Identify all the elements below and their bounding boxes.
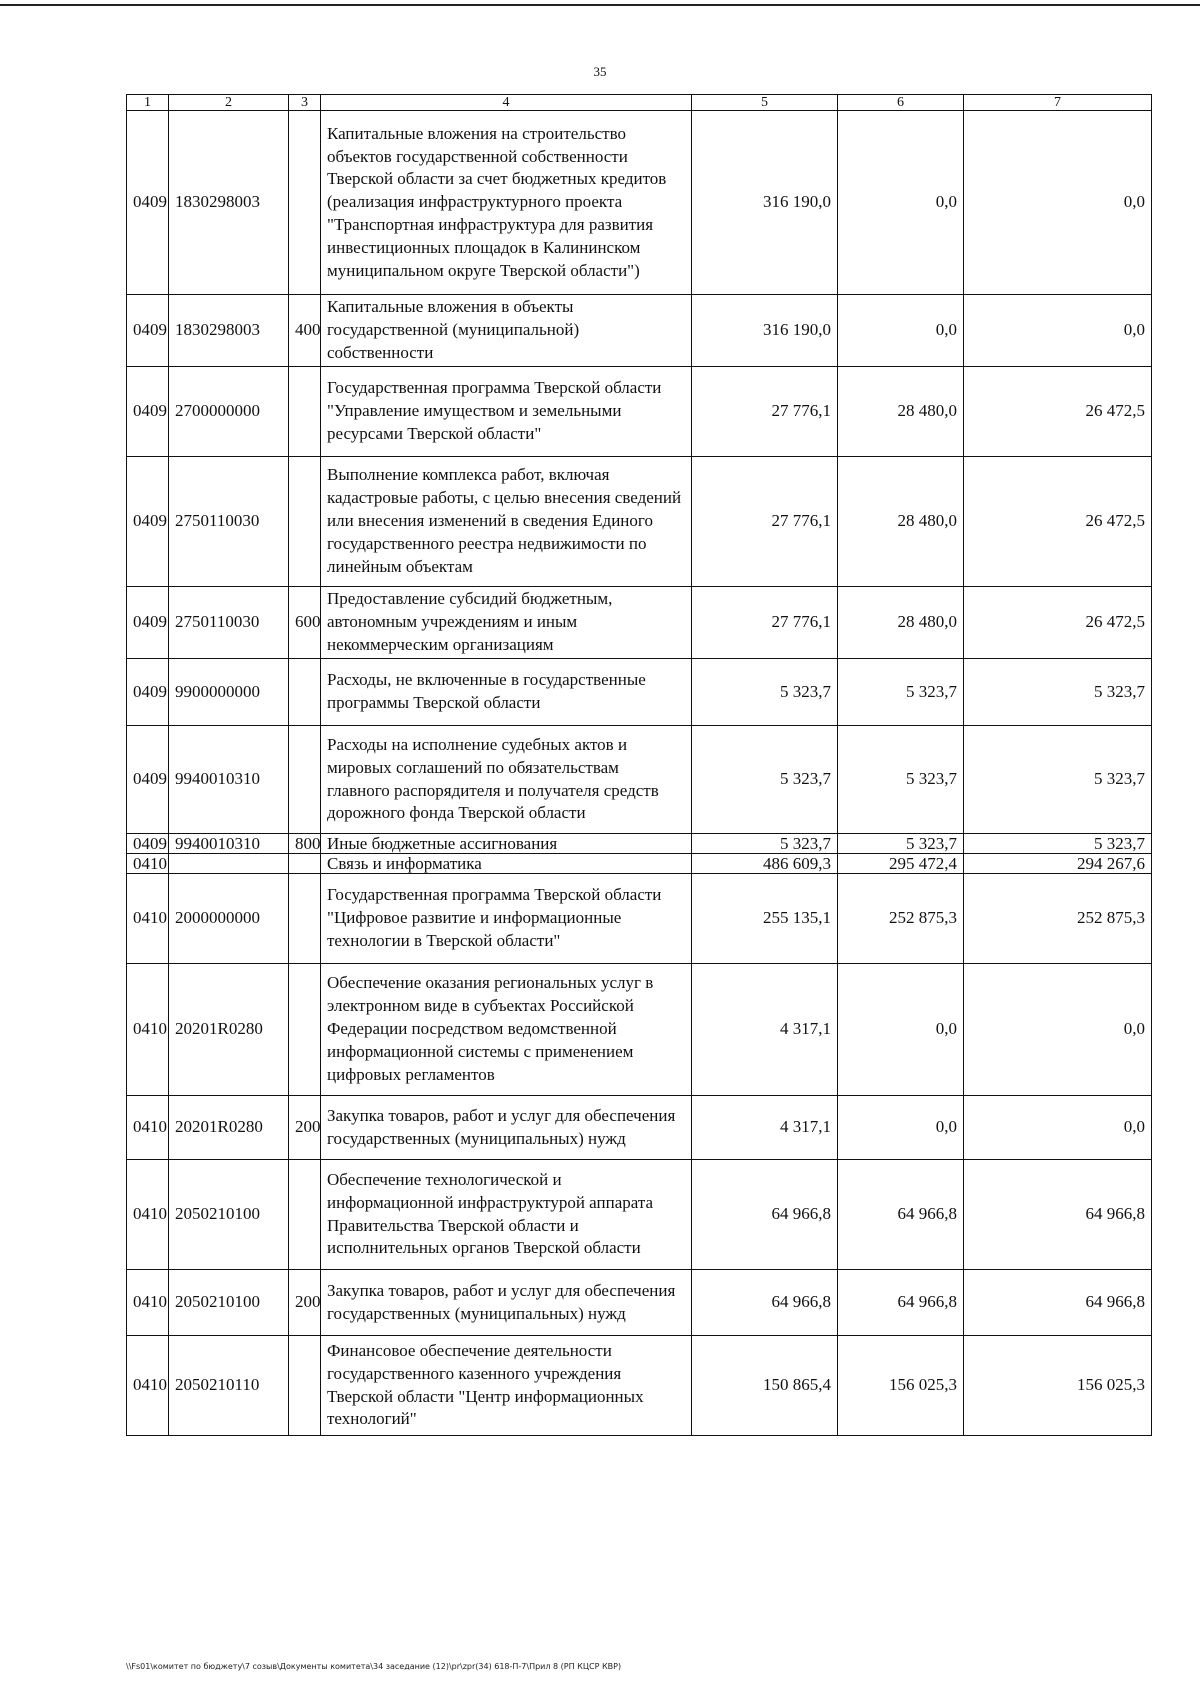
- amount-col5-cell: 64 966,8: [692, 1270, 838, 1336]
- description-cell: Государственная программа Тверской области "Управление имуществом и земельными ресурсами Тверской области": [321, 367, 692, 457]
- section-code-cell: 0410: [127, 1270, 169, 1336]
- table-row: [127, 295, 1152, 367]
- expense-type-cell: 400: [289, 295, 321, 367]
- expense-type-cell: [289, 1160, 321, 1270]
- target-article-code-cell: 9940010310: [169, 834, 289, 854]
- section-code-cell: 0410: [127, 1160, 169, 1270]
- target-article-code-cell: 20201R0280: [169, 964, 289, 1096]
- header-cell: 3: [289, 95, 321, 111]
- section-code-cell: 0410: [127, 1096, 169, 1160]
- amount-col7-cell: 0,0: [964, 111, 1152, 295]
- target-article-code-cell: 1830298003: [169, 295, 289, 367]
- description-cell: Расходы на исполнение судебных актов и мировых соглашений по обязательствам главного распорядителя и получателя средств дорожного фонда Тверской области: [321, 726, 692, 834]
- amount-col7-cell: 26 472,5: [964, 367, 1152, 457]
- table-row: [127, 659, 1152, 726]
- amount-col6-cell: 5 323,7: [838, 726, 964, 834]
- amount-col6-cell: 0,0: [838, 1096, 964, 1160]
- section-code-cell: 0409: [127, 367, 169, 457]
- amount-col5-cell: 255 135,1: [692, 874, 838, 964]
- amount-col7-cell: 0,0: [964, 964, 1152, 1096]
- amount-col7-cell: 26 472,5: [964, 457, 1152, 587]
- description-cell: Финансовое обеспечение деятельности государственного казенного учреждения Тверской области "Центр информационных технологий": [321, 1336, 692, 1436]
- amount-col6-cell: 28 480,0: [838, 587, 964, 659]
- header-cell: 4: [321, 95, 692, 111]
- table-row: [127, 1270, 1152, 1336]
- header-cell: 1: [127, 95, 169, 111]
- amount-col5-cell: 486 609,3: [692, 854, 838, 874]
- amount-col7-cell: 64 966,8: [964, 1160, 1152, 1270]
- table-row: [127, 726, 1152, 834]
- top-rule: [0, 4, 1200, 6]
- amount-col5-cell: 4 317,1: [692, 964, 838, 1096]
- expense-type-cell: [289, 726, 321, 834]
- table-row: [127, 834, 1152, 854]
- target-article-code-cell: 2750110030: [169, 587, 289, 659]
- table-row: [127, 1336, 1152, 1436]
- expense-type-cell: [289, 659, 321, 726]
- expense-type-cell: [289, 1336, 321, 1436]
- section-code-cell: 0410: [127, 874, 169, 964]
- target-article-code-cell: [169, 854, 289, 874]
- expense-type-cell: 200: [289, 1096, 321, 1160]
- table-row: [127, 1096, 1152, 1160]
- target-article-code-cell: 20201R0280: [169, 1096, 289, 1160]
- expense-type-cell: [289, 964, 321, 1096]
- amount-col7-cell: 0,0: [964, 1096, 1152, 1160]
- table-row: [127, 367, 1152, 457]
- table-row: [127, 964, 1152, 1096]
- amount-col6-cell: 64 966,8: [838, 1160, 964, 1270]
- target-article-code-cell: 2750110030: [169, 457, 289, 587]
- page-number: 35: [593, 64, 607, 79]
- amount-col6-cell: 0,0: [838, 111, 964, 295]
- amount-col7-cell: 294 267,6: [964, 854, 1152, 874]
- amount-col5-cell: 316 190,0: [692, 295, 838, 367]
- amount-col5-cell: 5 323,7: [692, 834, 838, 854]
- table-row: [127, 874, 1152, 964]
- amount-col7-cell: 5 323,7: [964, 659, 1152, 726]
- amount-col6-cell: 0,0: [838, 964, 964, 1096]
- amount-col7-cell: 156 025,3: [964, 1336, 1152, 1436]
- table-row: [127, 587, 1152, 659]
- footer-file-path: \\Fs01\комитет по бюджету\7 созыв\Документы комитета\34 заседание (12)\pr\zpr(34) 618-П-7\Прил 8 (РП КЦСР КВР): [126, 1662, 622, 1671]
- expense-type-cell: [289, 367, 321, 457]
- amount-col5-cell: 27 776,1: [692, 587, 838, 659]
- section-code-cell: 0409: [127, 659, 169, 726]
- amount-col6-cell: 156 025,3: [838, 1336, 964, 1436]
- target-article-code-cell: 9940010310: [169, 726, 289, 834]
- amount-col7-cell: 0,0: [964, 295, 1152, 367]
- target-article-code-cell: 2050210100: [169, 1160, 289, 1270]
- expense-type-cell: 600: [289, 587, 321, 659]
- amount-col7-cell: 26 472,5: [964, 587, 1152, 659]
- description-cell: Закупка товаров, работ и услуг для обеспечения государственных (муниципальных) нужд: [321, 1270, 692, 1336]
- section-code-cell: 0410: [127, 1336, 169, 1436]
- amount-col5-cell: 27 776,1: [692, 457, 838, 587]
- description-cell: Обеспечение оказания региональных услуг в электронном виде в субъектах Российской Федерации посредством ведомственной информационной системы с применением цифровых регламентов: [321, 964, 692, 1096]
- target-article-code-cell: 1830298003: [169, 111, 289, 295]
- header-cell: 2: [169, 95, 289, 111]
- section-code-cell: 0410: [127, 964, 169, 1096]
- section-code-cell: 0409: [127, 726, 169, 834]
- description-cell: Государственная программа Тверской области "Цифровое развитие и информационные технологии в Тверской области": [321, 874, 692, 964]
- section-code-cell: 0409: [127, 111, 169, 295]
- section-code-cell: 0409: [127, 834, 169, 854]
- section-code-cell: 0409: [127, 587, 169, 659]
- amount-col6-cell: 28 480,0: [838, 367, 964, 457]
- target-article-code-cell: 2050210110: [169, 1336, 289, 1436]
- target-article-code-cell: 2700000000: [169, 367, 289, 457]
- table-row: [127, 854, 1152, 874]
- amount-col6-cell: 28 480,0: [838, 457, 964, 587]
- table-row: [127, 1160, 1152, 1270]
- section-code-cell: 0410: [127, 854, 169, 874]
- amount-col5-cell: 27 776,1: [692, 367, 838, 457]
- description-cell: Капитальные вложения на строительство объектов государственной собственности Тверской области за счет бюджетных кредитов (реализация инфраструктурного проекта "Транспортная инфраструктура для развития инвестиционных площадок в Калининском муниципальном округе Тверской области"): [321, 111, 692, 295]
- amount-col6-cell: 5 323,7: [838, 834, 964, 854]
- amount-col5-cell: 5 323,7: [692, 659, 838, 726]
- expense-type-cell: [289, 874, 321, 964]
- section-code-cell: 0409: [127, 457, 169, 587]
- amount-col7-cell: 64 966,8: [964, 1270, 1152, 1336]
- amount-col7-cell: 5 323,7: [964, 726, 1152, 834]
- table-row: [127, 111, 1152, 295]
- description-cell: Закупка товаров, работ и услуг для обеспечения государственных (муниципальных) нужд: [321, 1096, 692, 1160]
- section-code-cell: 0409: [127, 295, 169, 367]
- amount-col5-cell: 150 865,4: [692, 1336, 838, 1436]
- description-cell: Обеспечение технологической и информационной инфраструктурой аппарата Правительства Тверской области и исполнительных органов Тверской области: [321, 1160, 692, 1270]
- header-row: [127, 95, 1152, 111]
- description-cell: Предоставление субсидий бюджетным, автономным учреждениям и иным некоммерческим организациям: [321, 587, 692, 659]
- target-article-code-cell: 9900000000: [169, 659, 289, 726]
- amount-col5-cell: 64 966,8: [692, 1160, 838, 1270]
- amount-col7-cell: 252 875,3: [964, 874, 1152, 964]
- target-article-code-cell: 2000000000: [169, 874, 289, 964]
- description-cell: Выполнение комплекса работ, включая кадастровые работы, с целью внесения сведений или внесения изменений в сведения Единого государственного реестра недвижимости по линейным объектам: [321, 457, 692, 587]
- header-cell: 6: [838, 95, 964, 111]
- header-cell: 7: [964, 95, 1152, 111]
- expense-type-cell: 800: [289, 834, 321, 854]
- amount-col6-cell: 0,0: [838, 295, 964, 367]
- expense-type-cell: [289, 457, 321, 587]
- amount-col6-cell: 295 472,4: [838, 854, 964, 874]
- expense-type-cell: [289, 111, 321, 295]
- table-row: [127, 457, 1152, 587]
- amount-col5-cell: 316 190,0: [692, 111, 838, 295]
- amount-col6-cell: 64 966,8: [838, 1270, 964, 1336]
- amount-col6-cell: 5 323,7: [838, 659, 964, 726]
- amount-col5-cell: 5 323,7: [692, 726, 838, 834]
- amount-col7-cell: 5 323,7: [964, 834, 1152, 854]
- description-cell: Капитальные вложения в объекты государственной (муниципальной) собственности: [321, 295, 692, 367]
- header-cell: 5: [692, 95, 838, 111]
- expense-type-cell: 200: [289, 1270, 321, 1336]
- description-cell: Расходы, не включенные в государственные программы Тверской области: [321, 659, 692, 726]
- description-cell: Иные бюджетные ассигнования: [321, 834, 692, 854]
- budget-table: [126, 94, 1152, 1436]
- target-article-code-cell: 2050210100: [169, 1270, 289, 1336]
- amount-col5-cell: 4 317,1: [692, 1096, 838, 1160]
- description-cell: Связь и информатика: [321, 854, 692, 874]
- expense-type-cell: [289, 854, 321, 874]
- amount-col6-cell: 252 875,3: [838, 874, 964, 964]
